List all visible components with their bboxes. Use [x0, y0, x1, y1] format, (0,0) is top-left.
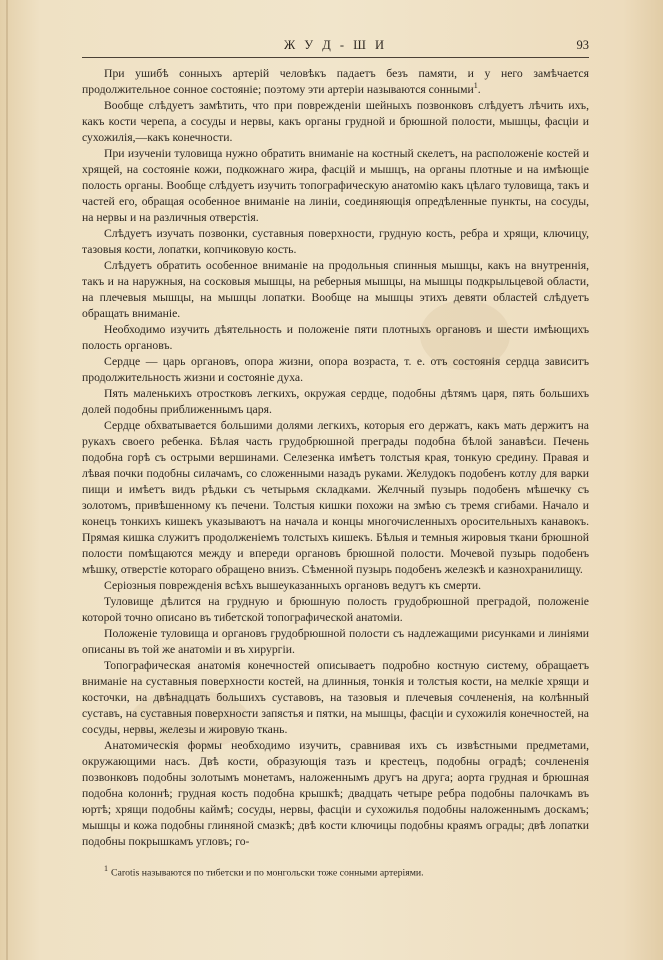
paragraph: При изученіи туловища нужно обратить вниманіе на костный скелетъ, на расположеніе костей и хрящей, на состояніе кожи, подкожнаго жира, фасцій и мышцъ, на органы плотные и на имѣющіе полость органы. Вообще слѣдуетъ изучить топографическую анатомію какъ цѣлаго туловища, такъ и частей его, обращая особенное вниманіе на линіи, соединяющія опредѣленные пункты, на сосуды, на нервы и на различныя отверстія. — [82, 147, 589, 224]
header-rule — [82, 57, 589, 58]
page-fold-shadow — [6, 0, 8, 960]
body-text — [82, 66, 589, 850]
footnote-text: Carotis называются по тибетски и по монгольски тоже сонными артеріями. — [111, 867, 424, 879]
paragraph-text: При ушибѣ сонныхъ артерій человѣкъ падаетъ безъ памяти, и у него замѣчается продолжительное сонное состояніе; поэтому эти артеріи называются сонными — [82, 67, 589, 96]
running-title: Ж У Д - Ш И — [283, 38, 387, 52]
footnote-marker: 1 — [104, 864, 108, 873]
paragraph: Сердце обхватывается большими долями легкихъ, которыя его держатъ, какъ мать держитъ на рукахъ своего ребенка. Бѣлая часть грудобрюшной преграды подобна бѣлой занавѣси. Печень подобна горѣ съ острыми вершинами. Селезенка имѣетъ толстыя края, тонкую средину. Правая и лѣвая почки подобны силачамъ, со сложенными назадъ руками. Желудокъ подобенъ котлу для варки пищи и имѣетъ видъ рѣдьки съ четырьмя складками. Желчный пузырь подобенъ мѣшечку съ золотомъ, привѣшенному къ печени. Толстыя кишки похожи на змѣю съ тремя сгибами. Начало и конецъ тонкихъ кишекъ указываютъ на начала и концы многочисленныхъ оросительныхъ канавокъ. Прямая кишка служитъ продолженіемъ толстыхъ кишекъ. Бѣлыя и темныя жировыя ткани брюшной полости помѣщаются между и впереди органовъ брюшной полости. Мочевой пузырь подобенъ мѣшку, отверстіе котораго обращено внизъ. Сѣменной пузырь подобенъ железкѣ и казнохранилищу. — [82, 419, 589, 576]
paragraph: Серіозныя поврежденія всѣхъ вышеуказанныхъ органовъ ведутъ къ смерти. — [104, 579, 482, 592]
paragraph: Вообще слѣдуетъ замѣтить, что при поврежденіи шейныхъ позвонковъ слѣдуетъ лѣчить ихъ, какъ кости черепа, а сосуды и нервы, какъ органы грудной и брюшной полости, мышцы, фасціи и сухожилія,—какъ конечности. — [82, 99, 589, 144]
paragraph: Положеніе туловища и органовъ грудобрюшной полости съ надлежащими рисунками и линіями описаны въ той же анатоміи и въ хирургіи. — [82, 627, 589, 656]
paragraph: При ушибѣ сонныхъ артерій человѣкъ падаетъ безъ памяти, и у него замѣчается продолжительное сонное состояніе; поэтому эти артеріи называются сонными$^1$. — [82, 67, 589, 96]
paragraph: Необходимо изучить дѣятельность и положеніе пяти плотныхъ органовъ и шести имѣющихъ полость органовъ. — [82, 323, 589, 352]
paragraph: Пять маленькихъ отростковъ легкихъ, окружая сердце, подобны дѣтямъ царя, пять большихъ долей подобны приближеннымъ царя. — [82, 387, 589, 416]
paragraph: Анатомическія формы необходимо изучить, сравнивая ихъ съ извѣстными предметами, окружающими насъ. Двѣ кости, образующія тазъ и крестецъ, подобны оградѣ; сочлененія позвонковъ подобны золотымъ монетамъ, наложеннымъ другъ на друга; аорта грудная и брюшная подобна колоннѣ; грудная кость подобна крышкѣ; двадцать четыре ребра подобны палочкамъ въ юртѣ; хрящи подобны каймѣ; сосуды, нервы, фасціи и сухожилья подобны наложеннымъ доскамъ; мышцы и кожа подобны глиняной смазкѣ; двѣ кости ключицы подобны краямъ ограды; двѣ лопатки подобны покрышкамъ угловъ; го- — [82, 739, 589, 848]
paragraph: Сердце — царь органовъ, опора жизни, опора возраста, т. е. отъ состоянія сердца зависитъ продолжительность жизни и состояніе духа. — [82, 355, 589, 384]
paragraph: Слѣдуетъ обратить особенное вниманіе на продольныя спинныя мышцы, какъ на внутреннія, такъ и на наружныя, на сосковыя мышцы, на реберныя мышцы, на мышцы подкрыльцевой области, на плечевыя мышцы, на мышцы лопатки. Вообще на мышцы этихъ девяти областей слѣдуетъ обращать вниманіе. — [82, 259, 589, 320]
footnote — [104, 862, 589, 879]
footnote-reference: 1 — [473, 81, 478, 91]
running-head — [82, 38, 589, 56]
paragraph: Топографическая анатомія конечностей описываетъ подробно костную систему, обращаетъ вниманіе на суставныя поверхности костей, на длинныя, тонкія и толстыя кости, на мелкіе хрящи и косточки, на двѣнадцать большихъ суставовъ, на тазовыя и плечевыя сочлененія, на колѣнный суставъ, на суставныя поверхности запястья и пятки, на мышцы, фасціи и сухожилія конечностей, на сосуды, нервы, железы и жировую ткань. — [82, 659, 589, 736]
paragraph: Слѣдуетъ изучать позвонки, суставныя поверхности, грудную кость, ребра и хрящи, ключицу, тазовыя кости, лопатки, копчиковую кость. — [82, 227, 589, 256]
page-number: 93 — [576, 38, 589, 52]
paragraph: Туловище дѣлится на грудную и брюшную полость грудобрюшной преградой, положеніе которой точно описано въ тибетской топографической анатоміи. — [82, 595, 589, 624]
